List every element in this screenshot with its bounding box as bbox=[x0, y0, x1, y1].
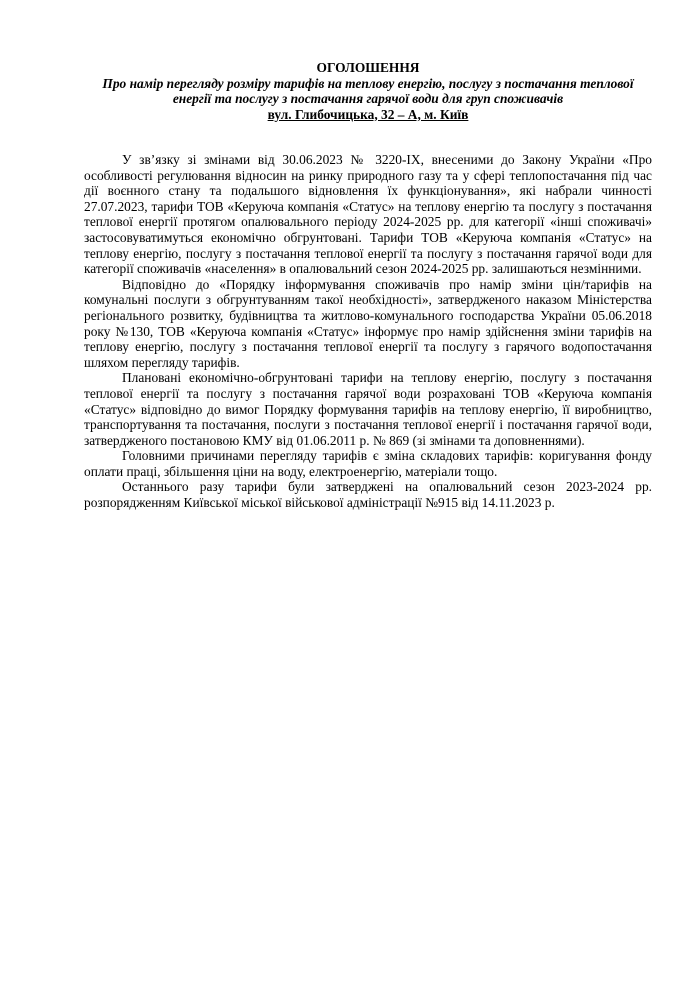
paragraph-informing-order: Відповідно до «Порядку інформування споживачів про намір зміни цін/тарифів на комунальні послуги з обгрунтуванням такої необхідності», затвердженого наказом Міністерства регіонального розвитку, будівництва та житлово-комунального господарства України 05.06.2018 року №130, ТОВ «Керуюча компанія «Статус» інформує про намір здійснення зміни тарифів на теплову енергію, послугу з постачання теплової енергії та послугу з гарячого водопостачання шляхом перегляду тарифів. bbox=[84, 276, 652, 370]
paragraph-main-reasons: Головними причинами перегляду тарифів є зміна складових тарифів: коригування фонду оплати праці, збільшення ціни на воду, електроенергію, матеріали тощо. bbox=[84, 448, 652, 479]
paragraph-last-approval: Останнього разу тарифи були затверджені на опалювальний сезон 2023-2024 рр. розпорядженням Київської міської військової адміністрації №915 від 14.11.2023 р. bbox=[84, 479, 652, 511]
announcement-heading bbox=[84, 60, 652, 122]
paragraph-planned-tariffs: Плановані економічно-обгрунтовані тарифи на теплову енергію, послугу з постачання теплової енергії та послугу з постачання гарячої води розраховані ТОВ «Керуюча компанія «Статус» відповідно до вимог Порядку формування тарифів на теплову енергію, її виробництво, транспортування та постачання, послуги з постачання теплової енергії і постачання гарячої води, затвердженого постановою КМУ від 01.06.2011 р. № 869 (зі змінами та доповненнями). bbox=[84, 370, 652, 448]
document-subtitle: Про намір перегляду розміру тарифів на теплову енергію, послугу з постачання теплової енергії та послугу з постачання гарячої води для груп споживачів bbox=[102, 75, 634, 106]
document-address: вул. Глибочицька, 32 – А, м. Київ bbox=[267, 106, 469, 122]
announcement-page bbox=[84, 60, 652, 511]
document-body bbox=[84, 152, 652, 511]
paragraph-law-changes: У зв’язку зі змінами від 30.06.2023 № 3220-IX, внесеними до Закону України «Про особливості регулювання відносин на ринку природного газу та у сфері теплопостачання під час дії воєнного стану та подальшого відновлення їх функціонування», які набрали чинності 27.07.2023, тарифи ТОВ «Керуюча компанія «Статус» на теплову енергію та послугу з постачання теплової енергії протягом опалювального періоду 2024-2025 рр. для категорії «інші споживачі» застосовуватимуться економічно обгрунтовані. Тарифи ТОВ «Керуюча компанія «Статус» на теплову енергію, послугу з постачання теплової енергії та послугу з постачання гарячої води для категорії споживачів «населення» в опалювальний сезон 2024-2025 рр. залишаються незмінними. bbox=[84, 152, 652, 277]
document-title: ОГОЛОШЕННЯ bbox=[316, 60, 420, 75]
